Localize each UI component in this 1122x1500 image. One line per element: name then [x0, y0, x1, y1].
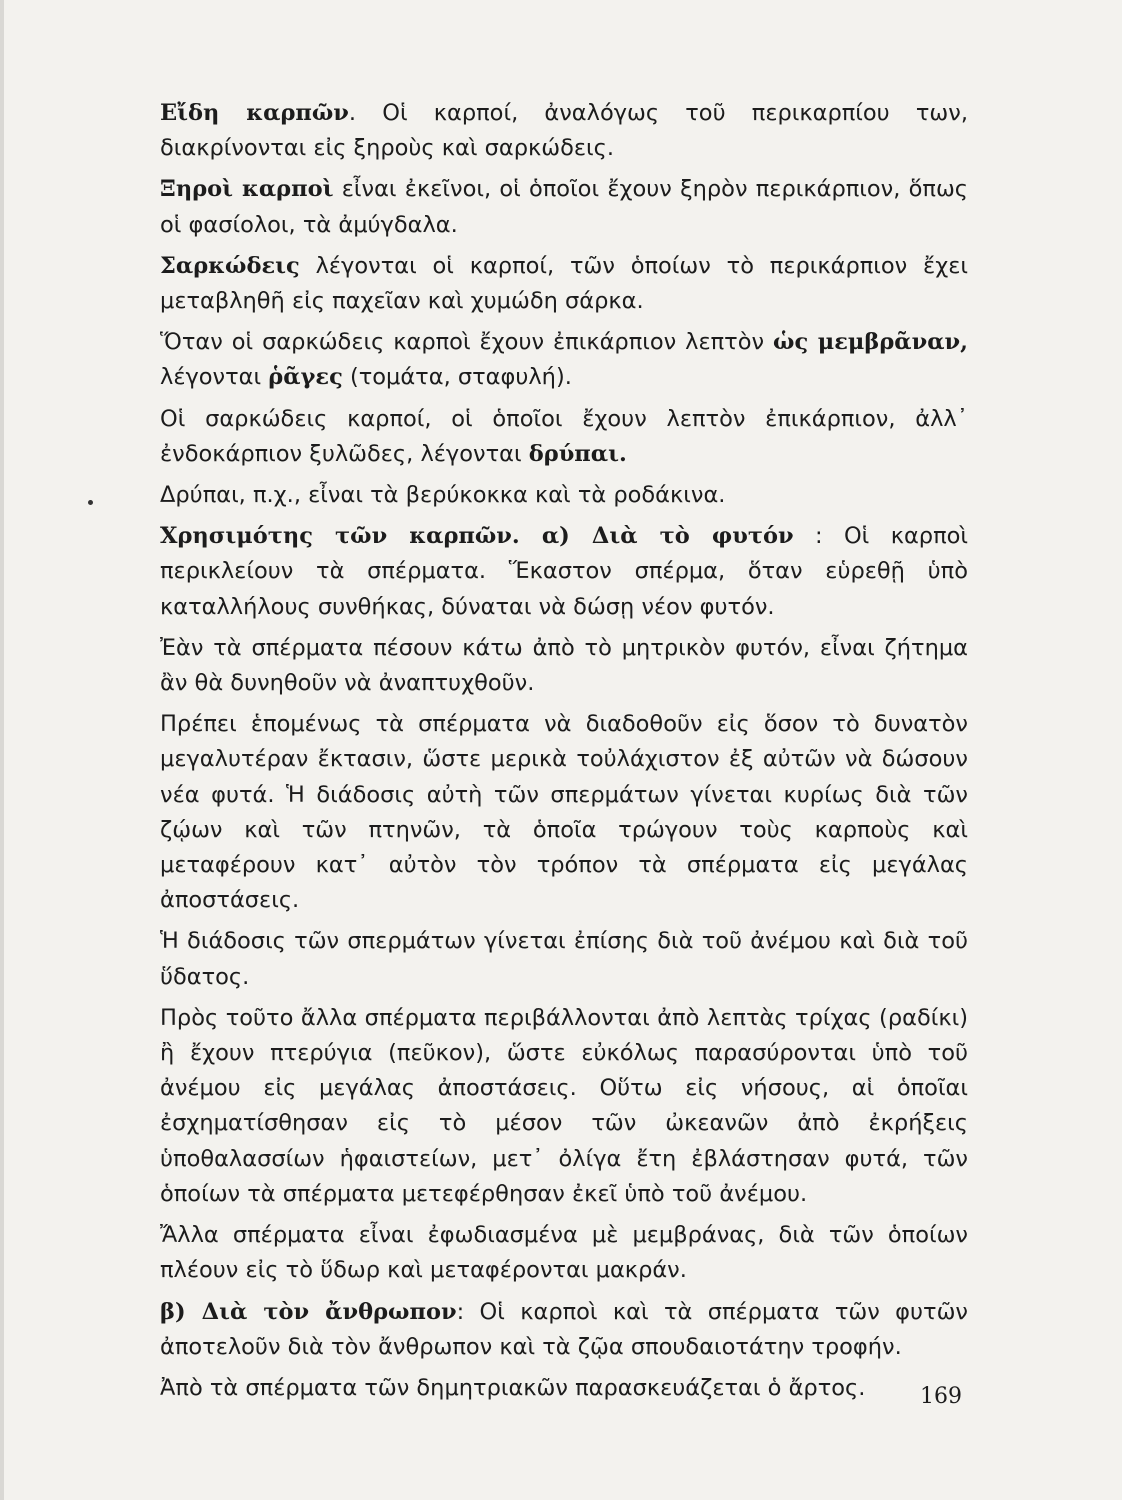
paragraph — [160, 1218, 968, 1288]
paragraph — [160, 1371, 968, 1406]
bold-term: Εἴδη καρπῶν — [160, 100, 349, 126]
text-run: Πρὸς τοῦτο ἄλλα σπέρματα περιβάλλονται ἀπὸ λεπτὰς τρίχας (ραδίκι) ἢ ἔχουν πτερύγια (πεῦκον), ὥστε εὐκόλως παρασύρονται ὑπὸ τοῦ ἀνέμου εἰς μεγάλας ἀποστάσεις. Οὕτω εἰς νήσους, αἱ ὁποῖαι ἐσχηματίσθησαν εἰς τὸ μέσον τῶν ὠκεανῶν ἀπὸ ἐκρήξεις ὑποθαλασσίων ἡφαιστείων, μετ᾿ ὀλίγα ἔτη ἐβλάστησαν φυτά, τῶν ὁποίων τὰ σπέρματα μετεφέρθησαν ἐκεῖ ὑπὸ τοῦ ἀνέμου. — [160, 1004, 968, 1207]
bold-term: Ξηροὶ καρποὶ — [160, 176, 334, 203]
bold-term: ῥᾶγες — [268, 364, 343, 391]
paragraph — [160, 325, 968, 395]
paragraph — [160, 519, 968, 625]
paragraph — [160, 478, 968, 513]
text-run: Ἄλλα σπέρματα εἶναι ἐφωδιασμένα μὲ μεμβράνας, διὰ τῶν ὁποίων πλέουν εἰς τὸ ὕδωρ καὶ μεταφέρονται μακράν. — [160, 1222, 968, 1284]
paragraph — [160, 249, 968, 319]
bold-term: Σαρκώδεις — [160, 252, 300, 279]
text-run: λέγονται οἱ καρποί, τῶν ὁποίων τὸ περικάρπιον ἔχει μεταβληθῆ εἰς παχεῖαν καὶ χυμώδη σάρκα. — [160, 252, 968, 315]
paragraph — [160, 1295, 968, 1365]
paragraph — [160, 172, 968, 242]
text-run: Πρέπει ἑπομένως τὰ σπέρματα νὰ διαδοθοῦν εἰς ὅσον τὸ δυνατὸν μεγαλυτέραν ἔκτασιν, ὥστε μερικὰ τοὐλάχιστον ἐξ αὐτῶν νὰ δώσουν νέα φυτά. Ἡ διάδοσις αὐτὴ τῶν σπερμάτων γίνεται κυρίως διὰ τῶν ζῴων καὶ τῶν πτηνῶν, τὰ ὁποῖα τρώγουν τοὺς καρποὺς καὶ μεταφέρουν κατ᾿ αὐτὸν τὸν τρόπον τὰ σπέρματα εἰς μεγάλας ἀποστάσεις. — [160, 711, 968, 914]
paragraph — [160, 924, 968, 994]
page-edge — [0, 0, 4, 1500]
text-run: Ἀπὸ τὰ σπέρματα τῶν δημητριακῶν παρασκευάζεται ὁ ἄρτος. — [160, 1374, 866, 1401]
text-run: Οἱ σαρκώδεις καρποί, οἱ ὁποῖοι ἔχουν λεπτὸν ἐπικάρπιον, ἀλλ᾿ ἐνδοκάρπιον ξυλῶδες, λέγονται — [160, 405, 968, 467]
paragraph — [160, 402, 968, 472]
paragraph — [160, 631, 968, 701]
bold-term: β) Διὰ τὸν ἄνθρωπον — [160, 1298, 457, 1325]
text-run: : Οἱ καρποὶ καὶ τὰ σπέρματα τῶν φυτῶν ἀποτελοῦν διὰ τὸν ἄνθρωπον καὶ τὰ ζῷα σπουδαιοτάτην τροφήν. — [160, 1298, 968, 1360]
text-run: Ὅταν οἱ σαρκώδεις καρποὶ ἔχουν ἐπικάρπιον λεπτὸν — [160, 329, 774, 356]
text-run: (τομάτα, σταφυλή). — [342, 364, 572, 391]
bold-term: ὡς μεμβρᾶναν, — [773, 329, 968, 356]
book-page-text — [160, 96, 968, 1406]
text-run: Ἡ διάδοσις τῶν σπερμάτων γίνεται ἐπίσης διὰ τοῦ ἀνέμου καὶ διὰ τοῦ ὕδατος. — [160, 928, 968, 990]
text-run: . Οἱ καρποί, ἀναλόγως τοῦ περικαρπίου των, διακρίνονται εἰς ξηροὺς καὶ σαρκώδεις. — [160, 100, 968, 162]
text-run: λέγονται — [160, 364, 269, 391]
text-run: Δρύπαι, π.χ., εἶναι τὰ βερύκοκκα καὶ τὰ ροδάκινα. — [160, 482, 726, 509]
bold-term: Χρησιμότης τῶν καρπῶν. α) Διὰ τὸ φυτόν — [160, 523, 794, 550]
paragraph — [160, 1001, 968, 1212]
text-run: εἶναι ἐκεῖνοι, οἱ ὁποῖοι ἔχουν ξηρὸν περικάρπιον, ὅπως οἱ φασίολοι, τὰ ἀμύγδαλα. — [160, 176, 969, 238]
paragraph — [160, 707, 968, 918]
text-run: Ἐὰν τὰ σπέρματα πέσουν κάτω ἀπὸ τὸ μητρικὸν φυτόν, εἶναι ζήτημα ἂν θὰ δυνηθοῦν νὰ ἀναπτυχθοῦν. — [160, 634, 968, 697]
paragraph — [160, 96, 968, 166]
bold-term: δρύπαι. — [528, 440, 627, 467]
page-number: 169 — [920, 1384, 962, 1409]
text-run: : Οἱ καρποὶ περικλείουν τὰ σπέρματα. Ἕκαστον σπέρμα, ὅταν εὑρεθῇ ὑπὸ καταλλήλους συνθήκας, δύναται νὰ δώσῃ νέον φυτόν. — [160, 523, 968, 620]
margin-mark — [88, 500, 93, 505]
